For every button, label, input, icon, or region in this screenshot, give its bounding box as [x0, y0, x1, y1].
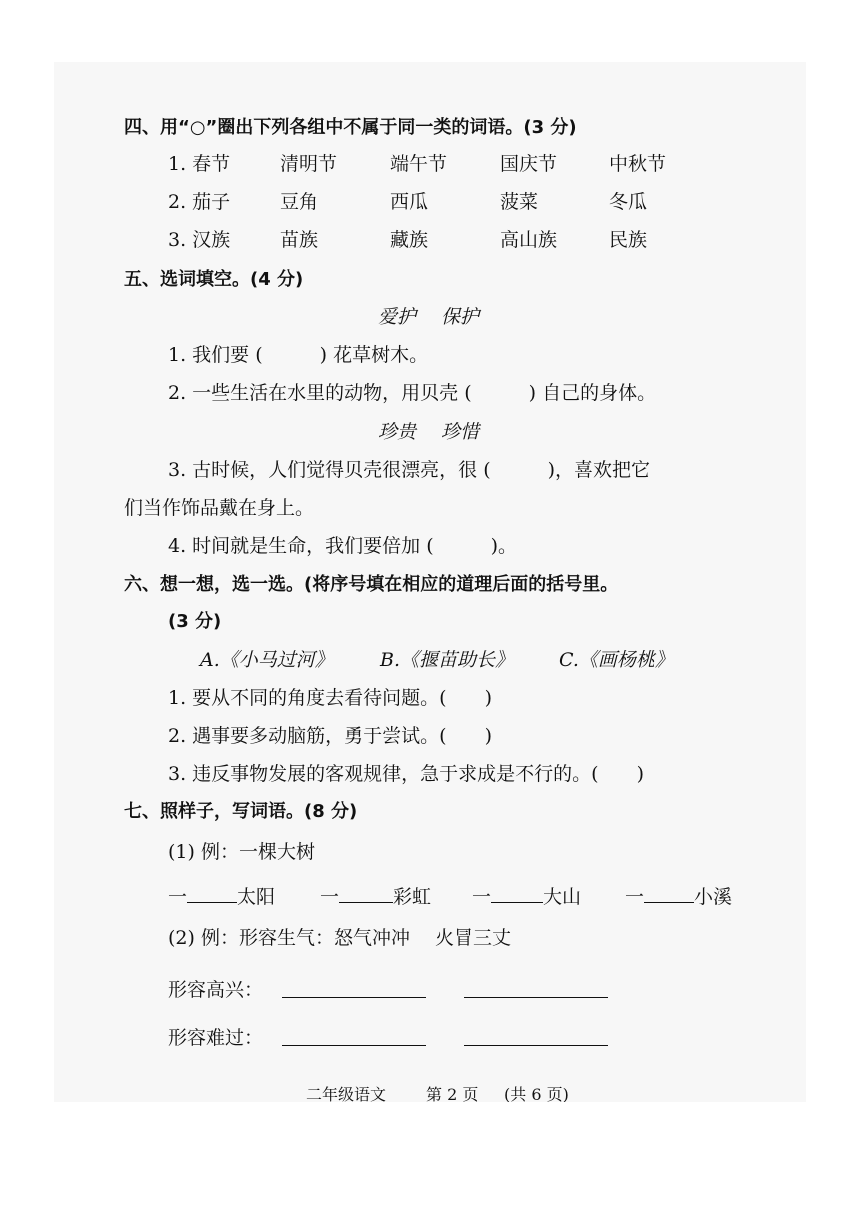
q4-cell: 中秋节	[609, 153, 667, 175]
page-footer	[0, 1082, 860, 1102]
q5-sentence-4: 4. 时间就是生命，我们要倍加 ( )。	[168, 535, 518, 557]
q5-sentence-3a: 3. 古时候，人们觉得贝壳很漂亮，很 ( )，喜欢把它	[168, 459, 651, 481]
q6-heading: 六、想一想，选一选。(将序号填在相应的道理后面的括号里。	[124, 574, 619, 595]
q4-cell: 端午节	[390, 153, 448, 175]
footer-page-number: 第 2 页	[426, 1085, 479, 1102]
q7-sad-label: 形容难过：	[168, 1027, 264, 1049]
q5-heading: 五、选词填空。(4 分)	[124, 269, 304, 290]
answer-line[interactable]	[464, 1027, 608, 1046]
footer-total-pages: (共 6 页)	[504, 1085, 569, 1102]
q4-cell: 国庆节	[500, 153, 558, 175]
fill-suffix: 彩虹	[393, 886, 432, 908]
q4-cell: 2. 茄子	[168, 191, 231, 213]
q6-option-a: A.《小马过河》	[200, 649, 334, 671]
q4-heading: 四、用“○”圈出下列各组中不属于同一类的词语。(3 分)	[124, 117, 577, 138]
q7-fill-item	[472, 884, 581, 909]
q4-cell: 冬瓜	[609, 191, 648, 213]
q6-option-b: B.《揠苗助长》	[380, 649, 515, 671]
q4-cell: 西瓜	[390, 191, 429, 213]
q7-happy-label: 形容高兴：	[168, 979, 264, 1001]
answer-blank[interactable]	[491, 884, 543, 903]
fill-prefix: 一	[320, 886, 340, 908]
q7-example-2: (2) 例：形容生气：怒气冲冲 火冒三丈	[168, 927, 511, 949]
q4-cell: 藏族	[390, 229, 429, 251]
q7-fill-item	[168, 884, 275, 909]
fill-prefix: 一	[472, 886, 492, 908]
q4-cell: 民族	[609, 229, 648, 251]
q4-cell: 高山族	[500, 229, 558, 251]
q5-word-options-1: 爱护 保护	[378, 306, 480, 328]
fill-prefix: 一	[625, 886, 645, 908]
q6-statement-1: 1. 要从不同的角度去看待问题。( )	[168, 687, 492, 709]
q4-cell: 菠菜	[500, 191, 539, 213]
q7-example-1: (1) 例：一棵大树	[168, 841, 315, 863]
fill-suffix: 太阳	[237, 886, 276, 908]
q6-option-c: C.《画杨桃》	[559, 649, 674, 671]
fill-suffix: 小溪	[694, 886, 733, 908]
q6-statement-2: 2. 遇事要多动脑筋，勇于尝试。( )	[168, 725, 492, 747]
q6-statement-3: 3. 违反事物发展的客观规律，急于求成是不行的。( )	[168, 763, 644, 785]
fill-suffix: 大山	[543, 886, 582, 908]
fill-prefix: 一	[168, 886, 188, 908]
q7-heading: 七、照样子，写词语。(8 分)	[124, 801, 358, 822]
q5-word-options-2: 珍贵 珍惜	[378, 421, 480, 443]
q5-sentence-2: 2. 一些生活在水里的动物，用贝壳 ( ) 自己的身体。	[168, 382, 657, 404]
q4-cell: 3. 汉族	[168, 229, 231, 251]
footer-subject: 二年级语文	[306, 1085, 387, 1102]
answer-line[interactable]	[282, 979, 426, 998]
q5-sentence-3b: 们当作饰品戴在身上。	[124, 497, 315, 519]
q4-cell: 清明节	[280, 153, 338, 175]
q5-sentence-1: 1. 我们要 ( ) 花草树木。	[168, 344, 429, 366]
answer-blank[interactable]	[339, 884, 393, 903]
q4-cell: 苗族	[280, 229, 319, 251]
answer-blank[interactable]	[187, 884, 237, 903]
answer-line[interactable]	[464, 979, 608, 998]
q6-heading-score: (3 分)	[168, 611, 222, 632]
q7-fill-item	[320, 884, 431, 909]
answer-blank[interactable]	[644, 884, 694, 903]
q4-cell: 1. 春节	[168, 153, 231, 175]
answer-line[interactable]	[282, 1027, 426, 1046]
q7-fill-item	[625, 884, 732, 909]
q4-cell: 豆角	[280, 191, 319, 213]
